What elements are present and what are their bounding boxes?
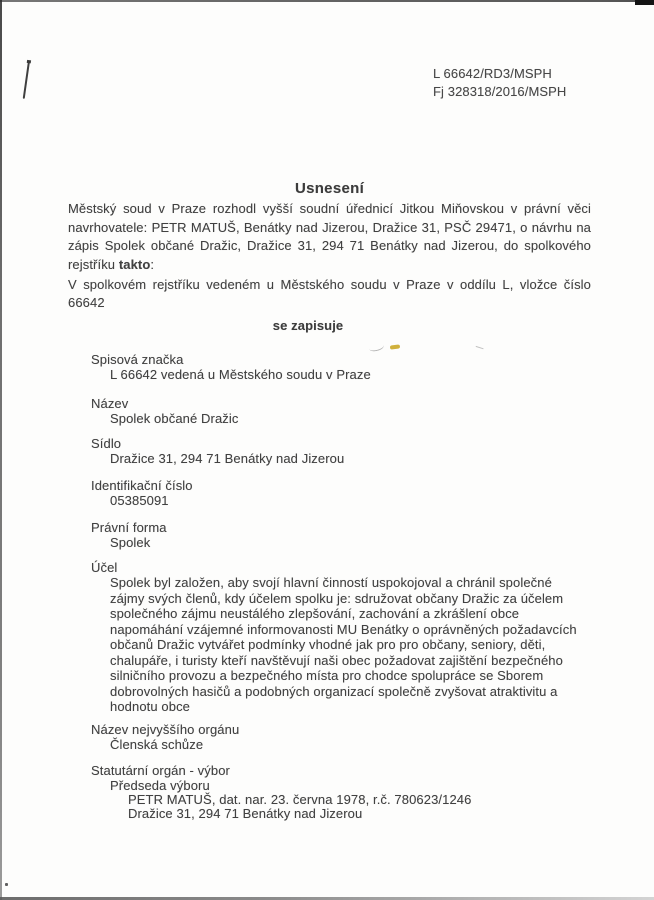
section-nejvyssi-organ — [91, 722, 239, 752]
section-pravni-forma — [91, 520, 167, 550]
scan-edge-top — [0, 0, 654, 2]
purpose-paragraph — [110, 575, 577, 715]
section-label: Sídlo — [91, 436, 122, 451]
purpose-line: zájmy svých členů, kdy účelem spolku je: sdružovat občany Dražic za účelem — [110, 590, 564, 606]
chairman-address: Dražice 31, 294 71 Benátky nad Jizerou — [128, 806, 363, 821]
section-label: Statutární orgán - výbor — [91, 763, 230, 778]
section-label: Název nejvyššího orgánu — [91, 722, 240, 737]
section-value: Spolek — [110, 535, 151, 550]
section-nazev — [91, 396, 238, 426]
section-ucel — [91, 560, 577, 715]
intro-colon: : — [150, 256, 155, 272]
section-value: Spolek občané Dražic — [110, 411, 239, 426]
section-spisova-znacka — [91, 352, 371, 382]
section-label: Název — [91, 396, 129, 411]
section-value: 05385091 — [110, 493, 169, 508]
section-value: L 66642 vedená u Městského soudu v Praze — [110, 367, 371, 382]
section-value: Dražice 31, 294 71 Benátky nad Jizerou — [110, 451, 345, 466]
intro-paragraph — [68, 200, 591, 274]
section-sidlo — [91, 436, 344, 466]
register-clause: V spolkovém rejstříku vedeném u Městského soudu v Praze v oddílu L, vložce číslo 66642 — [68, 277, 591, 310]
purpose-line: silničního provozu a bezpečného místa pro chodce spolupráce se Sborem — [110, 668, 544, 683]
case-reference-line-2: Fj 328318/2016/MSPH — [433, 84, 567, 99]
purpose-line: dobrovolných hasičů a podobných organizací společně zvyšovat atraktivitu a — [110, 683, 558, 699]
yellow-highlight-speck — [390, 344, 400, 349]
chairman-role: Předseda výboru — [110, 778, 210, 793]
section-statutarni-organ — [91, 763, 471, 821]
section-identifikacni-cislo — [91, 478, 193, 508]
section-label: Účel — [91, 560, 118, 575]
pen-mark — [23, 61, 30, 99]
section-label: Právní forma — [91, 520, 167, 535]
purpose-line: chalupáře, i turisty kteří navštěvují naši obec požadovat zajištění bezpečného — [110, 652, 563, 668]
intro-text: Městský soud v Praze rozhodl vyšší soudní úřednicí Jitkou Miňovskou v právní věci navrhovatele: PETR MATUŠ, Benátky nad Jizerou, Dražice 31, PSČ 29471, o návrhu na zápis Spolek občané Dražic, Dražice 31, 294 71 Benátky nad Jizerou, do spolkového rejstříku — [68, 201, 591, 272]
document-title: Usnesení — [294, 180, 365, 197]
enters-heading: se zapisuje — [272, 318, 344, 333]
faint-tick-mark — [474, 346, 483, 353]
pencil-squiggle-mark — [368, 341, 384, 352]
dust-speck — [5, 883, 8, 886]
purpose-line: občanů Dražic vytvářet podmínky vhodné jak pro pro občany, seniory, děti, — [110, 637, 546, 652]
section-value: Členská schůze — [110, 737, 204, 752]
purpose-line: napomáhání vzájemné informovanosti MU Benátky o oprávněných požadavcích — [110, 621, 577, 637]
purpose-line: Spolek byl založen, aby svojí hlavní činností uspokojoval a chránil společné — [110, 575, 552, 590]
chairman-name-birth: PETR MATUŠ, dat. nar. 23. června 1978, r.č. 780623/1246 — [128, 792, 472, 807]
intro-bold-word: takto — [118, 256, 151, 272]
purpose-line: hodnotu obce — [110, 699, 190, 714]
case-reference-line-1: L 66642/RD3/MSPH — [433, 66, 552, 81]
section-label: Identifikační číslo — [91, 478, 193, 493]
scan-corner-artifact — [635, 0, 654, 5]
scan-edge-left — [0, 0, 2, 900]
purpose-line: společného zájmu neustálého zlepšování, zachování a zkrášlení obce — [110, 606, 520, 621]
case-reference-block — [433, 65, 566, 101]
section-label: Spisová značka — [91, 352, 184, 367]
